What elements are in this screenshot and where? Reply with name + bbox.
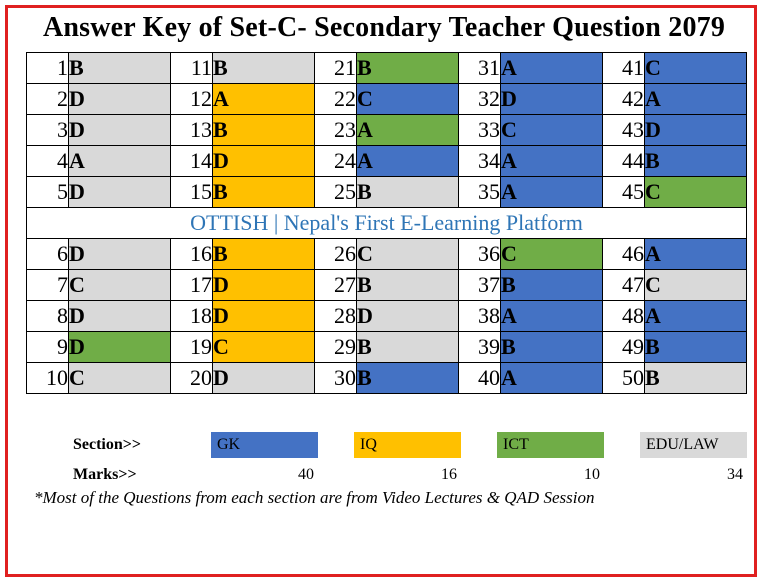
- question-number: 9: [27, 332, 69, 363]
- answer-cell: B: [357, 177, 459, 208]
- question-number: 20: [171, 363, 213, 394]
- question-number: 50: [603, 363, 645, 394]
- question-number: 33: [459, 115, 501, 146]
- answer-cell: B: [501, 332, 603, 363]
- question-number: 3: [27, 115, 69, 146]
- answer-cell: C: [357, 84, 459, 115]
- answer-cell: D: [213, 363, 315, 394]
- question-number: 8: [27, 301, 69, 332]
- answer-cell: A: [645, 239, 747, 270]
- legend-ict-swatch: ICT: [497, 432, 604, 458]
- question-number: 12: [171, 84, 213, 115]
- question-number: 38: [459, 301, 501, 332]
- answer-cell: C: [501, 239, 603, 270]
- answer-cell: B: [357, 53, 459, 84]
- question-number: 37: [459, 270, 501, 301]
- question-number: 10: [27, 363, 69, 394]
- answer-cell: D: [501, 84, 603, 115]
- question-number: 11: [171, 53, 213, 84]
- question-number: 47: [603, 270, 645, 301]
- question-number: 31: [459, 53, 501, 84]
- answer-cell: C: [69, 270, 171, 301]
- question-number: 34: [459, 146, 501, 177]
- question-number: 23: [315, 115, 357, 146]
- question-number: 21: [315, 53, 357, 84]
- question-number: 36: [459, 239, 501, 270]
- answer-cell: B: [645, 332, 747, 363]
- answer-cell: B: [69, 53, 171, 84]
- answer-cell: B: [213, 239, 315, 270]
- platform-banner: OTTISH | Nepal's First E-Learning Platform: [27, 208, 747, 239]
- question-number: 19: [171, 332, 213, 363]
- answer-row: [27, 239, 747, 270]
- page-title: Answer Key of Set-C- Secondary Teacher Question 2079: [42, 12, 726, 43]
- answer-row: [27, 332, 747, 363]
- question-number: 32: [459, 84, 501, 115]
- answer-row: [27, 270, 747, 301]
- answer-cell: C: [69, 363, 171, 394]
- question-number: 45: [603, 177, 645, 208]
- legend-iq-swatch: IQ: [354, 432, 461, 458]
- answer-cell: B: [357, 332, 459, 363]
- question-number: 35: [459, 177, 501, 208]
- question-number: 28: [315, 301, 357, 332]
- banner-row: [27, 208, 747, 239]
- answer-cell: C: [501, 115, 603, 146]
- question-number: 48: [603, 301, 645, 332]
- answer-cell: A: [501, 301, 603, 332]
- answer-cell: A: [357, 115, 459, 146]
- answer-row: [27, 84, 747, 115]
- answer-cell: B: [357, 270, 459, 301]
- answer-cell: B: [213, 115, 315, 146]
- answer-cell: C: [213, 332, 315, 363]
- question-number: 49: [603, 332, 645, 363]
- section-legend: [0, 430, 768, 490]
- answer-cell: D: [69, 177, 171, 208]
- question-number: 42: [603, 84, 645, 115]
- question-number: 27: [315, 270, 357, 301]
- legend-edu-law-marks: 34: [727, 466, 743, 483]
- question-number: 25: [315, 177, 357, 208]
- marks-label: Marks>>: [73, 466, 137, 483]
- answer-cell: A: [645, 301, 747, 332]
- answer-cell: D: [357, 301, 459, 332]
- answer-cell: D: [69, 301, 171, 332]
- question-number: 18: [171, 301, 213, 332]
- question-number: 26: [315, 239, 357, 270]
- question-number: 24: [315, 146, 357, 177]
- answer-cell: B: [645, 363, 747, 394]
- question-number: 17: [171, 270, 213, 301]
- question-number: 44: [603, 146, 645, 177]
- question-number: 6: [27, 239, 69, 270]
- answer-cell: D: [213, 270, 315, 301]
- legend-gk-swatch: GK: [211, 432, 318, 458]
- legend-ict-marks: 10: [584, 466, 600, 483]
- answer-cell: A: [501, 146, 603, 177]
- question-number: 30: [315, 363, 357, 394]
- section-label: Section>>: [73, 436, 142, 453]
- question-number: 46: [603, 239, 645, 270]
- answer-block-1: [27, 53, 747, 208]
- question-number: 15: [171, 177, 213, 208]
- question-number: 4: [27, 146, 69, 177]
- answer-cell: A: [357, 146, 459, 177]
- answer-cell: D: [69, 332, 171, 363]
- answer-cell: D: [213, 146, 315, 177]
- answer-cell: D: [69, 239, 171, 270]
- answer-cell: C: [645, 53, 747, 84]
- answer-cell: A: [645, 84, 747, 115]
- answer-block-2: [27, 239, 747, 394]
- legend-edu-law-swatch: EDU/LAW: [640, 432, 747, 458]
- question-number: 7: [27, 270, 69, 301]
- question-number: 43: [603, 115, 645, 146]
- answer-row: [27, 115, 747, 146]
- answer-cell: D: [69, 115, 171, 146]
- answer-cell: B: [213, 53, 315, 84]
- answer-cell: B: [645, 146, 747, 177]
- answer-cell: A: [501, 177, 603, 208]
- footnote: *Most of the Questions from each section are from Video Lectures & QAD Session: [34, 488, 595, 507]
- answer-row: [27, 146, 747, 177]
- legend-iq-marks: 16: [441, 466, 457, 483]
- question-number: 14: [171, 146, 213, 177]
- question-number: 1: [27, 53, 69, 84]
- answer-cell: B: [501, 270, 603, 301]
- answer-row: [27, 177, 747, 208]
- answer-cell: C: [645, 270, 747, 301]
- question-number: 13: [171, 115, 213, 146]
- answer-cell: A: [69, 146, 171, 177]
- answer-cell: B: [357, 363, 459, 394]
- answer-cell: A: [501, 363, 603, 394]
- question-number: 39: [459, 332, 501, 363]
- question-number: 22: [315, 84, 357, 115]
- answer-cell: A: [213, 84, 315, 115]
- answer-cell: D: [645, 115, 747, 146]
- answer-cell: B: [213, 177, 315, 208]
- question-number: 2: [27, 84, 69, 115]
- answer-row: [27, 363, 747, 394]
- answer-cell: D: [69, 84, 171, 115]
- legend-gk-marks: 40: [298, 466, 314, 483]
- answer-cell: C: [645, 177, 747, 208]
- question-number: 29: [315, 332, 357, 363]
- question-number: 41: [603, 53, 645, 84]
- answer-cell: A: [501, 53, 603, 84]
- answer-key-table: [26, 52, 747, 394]
- answer-row: [27, 53, 747, 84]
- answer-cell: C: [357, 239, 459, 270]
- answer-row: [27, 301, 747, 332]
- question-number: 5: [27, 177, 69, 208]
- answer-cell: D: [213, 301, 315, 332]
- question-number: 40: [459, 363, 501, 394]
- question-number: 16: [171, 239, 213, 270]
